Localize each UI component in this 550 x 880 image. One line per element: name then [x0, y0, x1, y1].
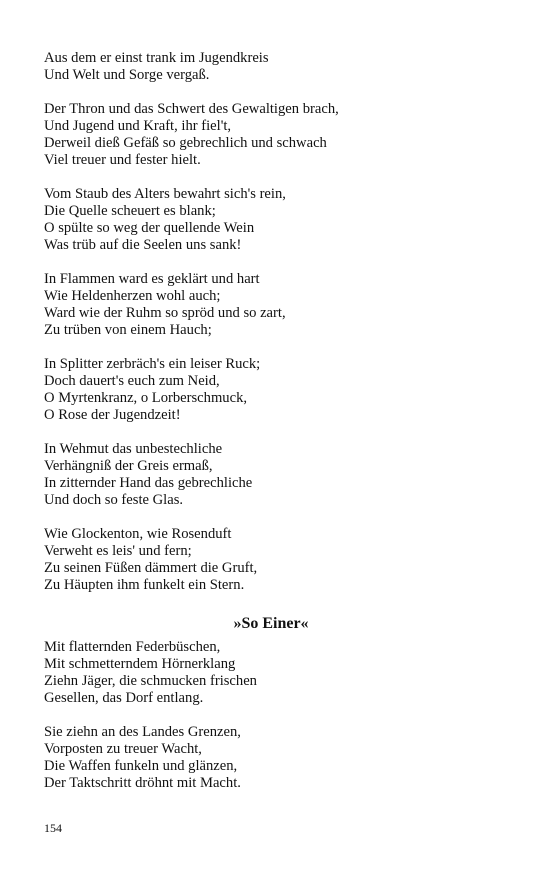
verse-line: O Rose der Jugendzeit!	[44, 407, 181, 423]
stanza	[44, 101, 514, 169]
verse-line: Verweht es leis' und fern;	[44, 543, 192, 559]
verse-line: Wie Glockenton, wie Rosenduft	[44, 526, 232, 542]
verse-line: Zu trüben von einem Hauch;	[44, 322, 212, 338]
verse-line: Wie Heldenherzen wohl auch;	[44, 288, 221, 304]
verse-line: Was trüb auf die Seelen uns sank!	[44, 237, 242, 253]
verse-line: Vom Staub des Alters bewahrt sich's rein,	[44, 186, 286, 202]
verse-line: Mit schmetterndem Hörnerklang	[44, 656, 236, 672]
verse-line: Und Welt und Sorge vergaß.	[44, 67, 210, 83]
verse-line: Ziehn Jäger, die schmucken frischen	[44, 673, 257, 689]
stanza	[44, 50, 514, 84]
verse-line: Gesellen, das Dorf entlang.	[44, 690, 204, 706]
poem-title: »So Einer«	[233, 615, 309, 632]
verse-line: In zitternder Hand das gebrechliche	[44, 475, 253, 491]
verse-line: Zu seinen Füßen dämmert die Gruft,	[44, 560, 258, 576]
verse-line: Viel treuer und fester hielt.	[44, 152, 201, 168]
verse-line: In Splitter zerbräch's ein leiser Ruck;	[44, 356, 261, 372]
verse-line: Und doch so feste Glas.	[44, 492, 184, 508]
stanza	[44, 526, 514, 594]
verse-line: Die Waffen funkeln und glänzen,	[44, 758, 238, 774]
verse-line: Der Thron und das Schwert des Gewaltigen brach,	[44, 101, 339, 117]
verse-line: Sie ziehn an des Landes Grenzen,	[44, 724, 241, 740]
verse-line: Und Jugend und Kraft, ihr fiel't,	[44, 118, 232, 134]
page-number: 154	[44, 821, 62, 835]
stanza	[44, 639, 514, 707]
verse-line: Vorposten zu treuer Wacht,	[44, 741, 202, 757]
poem-so-einer	[44, 639, 514, 809]
stanza	[44, 441, 514, 509]
stanza	[44, 356, 514, 424]
verse-line: In Flammen ward es geklärt und hart	[44, 271, 260, 287]
verse-line: Mit flatternden Federbüschen,	[44, 639, 221, 655]
stanza	[44, 724, 514, 792]
verse-line: Verhängniß der Greis ermaß,	[44, 458, 213, 474]
verse-line: Derweil dieß Gefäß so gebrechlich und schwach	[44, 135, 327, 151]
verse-line: Ward wie der Ruhm so spröd und so zart,	[44, 305, 286, 321]
stanza	[44, 186, 514, 254]
verse-line: O spülte so weg der quellende Wein	[44, 220, 255, 236]
verse-line: Zu Häupten ihm funkelt ein Stern.	[44, 577, 245, 593]
verse-line: In Wehmut das unbestechliche	[44, 441, 223, 457]
stanza	[44, 271, 514, 339]
verse-line: Die Quelle scheuert es blank;	[44, 203, 216, 219]
verse-line: O Myrtenkranz, o Lorberschmuck,	[44, 390, 248, 406]
poem-continuation	[44, 50, 514, 611]
verse-line: Doch dauert's euch zum Neid,	[44, 373, 220, 389]
verse-line: Aus dem er einst trank im Jugendkreis	[44, 50, 269, 66]
verse-line: Der Taktschritt dröhnt mit Macht.	[44, 775, 241, 791]
